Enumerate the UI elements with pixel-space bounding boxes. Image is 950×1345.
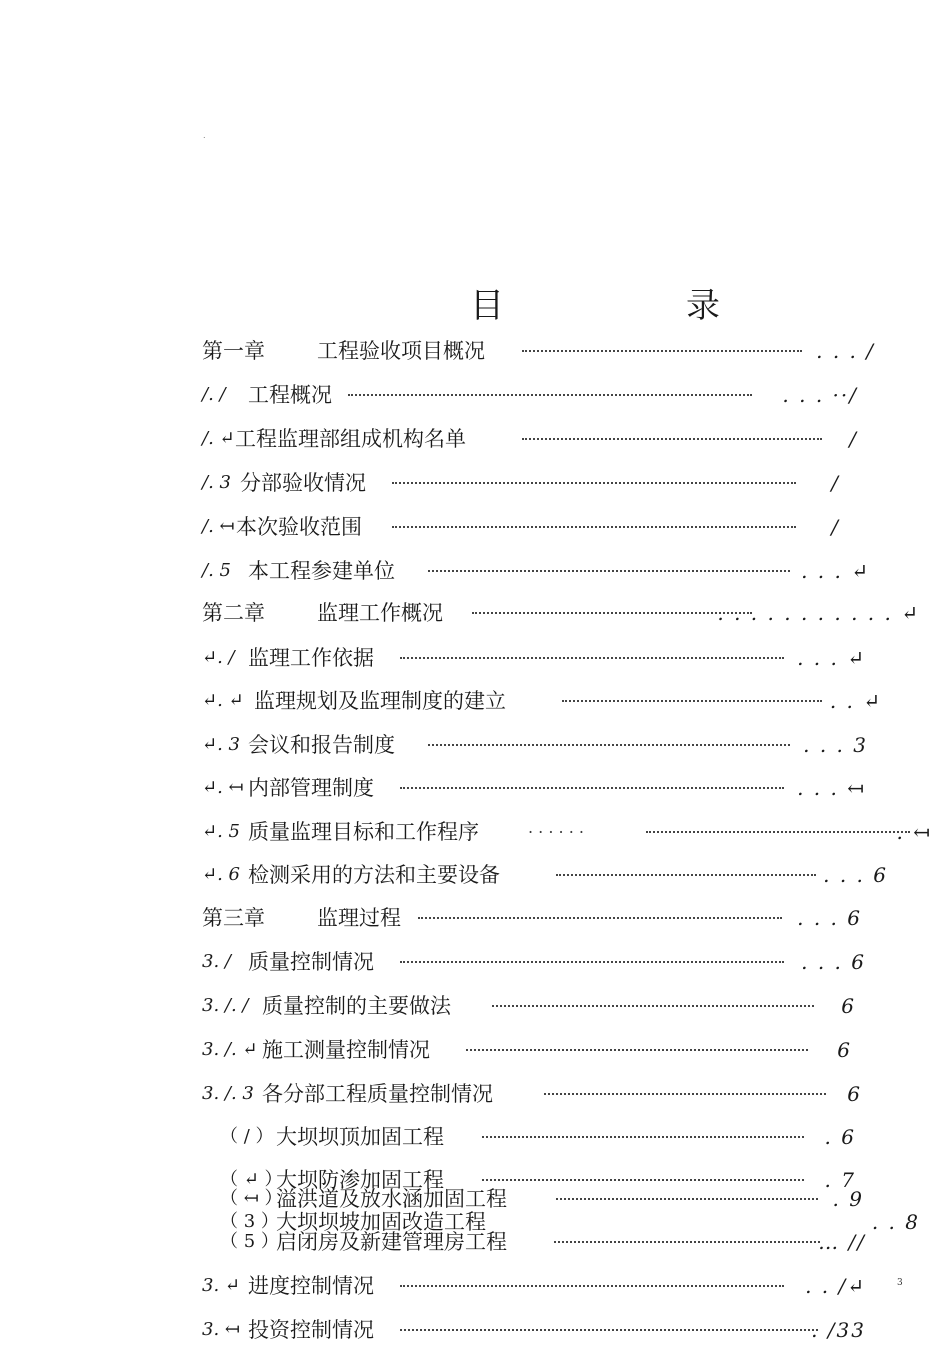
toc-leader-dots	[428, 567, 790, 572]
toc-entry-number: /. 3	[202, 472, 231, 493]
toc-entry-number: 第二章	[202, 601, 265, 625]
toc-leader-dots	[392, 479, 796, 484]
toc-leader-dots	[556, 1195, 818, 1200]
toc-leader-dots	[348, 391, 752, 396]
toc-entry-title: 进度控制情况	[248, 1274, 374, 1298]
toc-entry-title: 溢洪道及放水涵加固工程	[276, 1187, 507, 1211]
toc-entry	[202, 556, 942, 586]
toc-entry-page: … //	[818, 1230, 866, 1254]
toc-leader-dots	[646, 828, 910, 833]
toc-entry-title: 质量控制的主要做法	[262, 994, 451, 1018]
toc-entry-number: （ 3 ）	[220, 1211, 279, 1232]
toc-entry	[202, 1227, 942, 1257]
toc-entry-page: . . . /	[816, 339, 875, 363]
toc-entry	[202, 512, 942, 542]
toc-entry-title: 分部验收情况	[240, 471, 366, 495]
toc-leader-dots	[400, 654, 784, 659]
toc-leader-dots	[492, 1002, 814, 1007]
toc-entry	[202, 598, 942, 628]
toc-entry-title: 启闭房及新建管理房工程	[276, 1230, 507, 1254]
toc-entry-title: 监理工作概况	[317, 601, 443, 625]
toc-entry-number: 第三章	[202, 906, 265, 930]
toc-title	[470, 278, 720, 327]
toc-entry	[202, 1079, 942, 1109]
toc-entry	[202, 424, 942, 454]
toc-entry-page: /	[831, 471, 840, 495]
toc-leader-dots	[472, 609, 752, 614]
toc-entry-title: 监理过程	[317, 906, 401, 930]
toc-entry-page: . . . 6	[801, 950, 866, 974]
toc-leader-dots	[544, 1090, 826, 1095]
toc-entry-number: ↵. 3	[202, 734, 240, 755]
toc-entry-page: . 9	[832, 1187, 864, 1211]
toc-entry	[202, 730, 942, 760]
toc-leader-dots	[522, 435, 822, 440]
toc-entry-title: 内部管理制度	[248, 776, 374, 800]
toc-entry-number: /. ↤	[202, 516, 235, 537]
toc-entry	[202, 643, 942, 673]
toc-entry-title: 检测采用的方法和主要设备	[248, 863, 500, 887]
toc-entry	[202, 1315, 942, 1345]
scan-dot: .	[203, 131, 206, 140]
toc-title-right: 录	[686, 286, 720, 326]
toc-entry	[202, 947, 942, 977]
corner-page-number: 3	[897, 1278, 903, 1288]
toc-entry-number: （ ↵ ）	[220, 1169, 283, 1190]
toc-entry	[202, 991, 942, 1021]
toc-entry-page: . ↤	[896, 820, 932, 844]
toc-entry-number: 3. /	[202, 951, 231, 972]
toc-entry-page: /	[849, 427, 858, 451]
toc-leader-dots	[400, 958, 784, 963]
toc-interrupted-leader: . . . . . .	[528, 818, 584, 837]
toc-entry-page: 6	[837, 1038, 852, 1062]
toc-entry-number: （ / ）	[220, 1126, 274, 1147]
toc-entry-page: . 7	[824, 1168, 856, 1192]
toc-entry-number: ↵. 5	[202, 821, 240, 842]
toc-entry-number: 3. ↵	[202, 1275, 240, 1296]
toc-leader-dots	[522, 347, 802, 352]
toc-entry-title: 监理规划及监理制度的建立	[254, 689, 506, 713]
toc-leader-dots	[392, 523, 796, 528]
toc-entry	[202, 860, 942, 890]
toc-entry-page: . . . 3	[803, 733, 868, 757]
toc-leader-dots	[556, 871, 816, 876]
toc-entry-page: . . . ↵	[801, 559, 870, 583]
toc-leader-dots	[428, 741, 790, 746]
toc-leader-dots	[482, 1176, 804, 1181]
toc-entry-number: （ 5 ）	[220, 1231, 279, 1252]
toc-leader-dots	[400, 1326, 818, 1331]
toc-entry	[202, 1122, 942, 1152]
toc-leader-dots	[466, 1046, 808, 1051]
toc-entry-title: 本次验收范围	[236, 515, 362, 539]
toc-entry-title: 本工程参建单位	[248, 559, 395, 583]
toc-entry-number: /. ↵	[202, 428, 235, 449]
toc-entry-title: 各分部工程质量控制情况	[262, 1082, 493, 1106]
toc-entry-title: 大坝坝顶加固工程	[276, 1125, 444, 1149]
toc-entry-page: 6	[847, 1082, 862, 1106]
toc-leader-dots	[400, 784, 784, 789]
toc-entry-number: /. 5	[202, 560, 231, 581]
toc-entry-title: 大坝防渗加固工程	[276, 1168, 444, 1192]
toc-leader-dots	[562, 697, 822, 702]
toc-leader-dots	[554, 1238, 820, 1243]
toc-entry-page: 6	[841, 994, 856, 1018]
toc-entry-number: 3. /. ↵	[202, 1039, 258, 1060]
toc-entry	[202, 903, 942, 933]
toc-leader-dots	[482, 1133, 804, 1138]
toc-entry-title: 质量控制情况	[248, 950, 374, 974]
toc-entry-page: . . . ↤	[797, 776, 866, 800]
toc-entry-number: ↵. ↵	[202, 690, 244, 711]
toc-entry-number: ↵. 6	[202, 864, 240, 885]
toc-entry-page: . 6	[824, 1125, 856, 1149]
toc-entry-page: . . . ↵	[797, 646, 866, 670]
toc-entry-title: 会议和报告制度	[248, 733, 395, 757]
toc-entry-page: . . . ··/	[782, 383, 858, 407]
toc-entry-title: 投资控制情况	[248, 1318, 374, 1342]
toc-entry-number: 第一章	[202, 339, 265, 363]
toc-entry-number: ↵. ↤	[202, 777, 244, 798]
toc-entry	[202, 1035, 942, 1065]
toc-entry	[202, 773, 942, 803]
toc-entry-title: 质量监理目标和工作程序	[248, 820, 479, 844]
toc-entry-number: 3. /. 3	[202, 1083, 254, 1104]
toc-entry-page: . . ↵	[829, 689, 882, 713]
toc-entry-page: . . . . . . . . . . . ↵	[717, 601, 920, 625]
toc-leader-dots	[418, 914, 782, 919]
toc-entry-title: 监理工作依据	[248, 646, 374, 670]
toc-entry-title: 工程概况	[248, 383, 332, 407]
toc-entry	[202, 1271, 942, 1301]
toc-entry-title: 工程验收项目概况	[317, 339, 485, 363]
toc-entry-page: /	[831, 515, 840, 539]
toc-entry-title: 大坝坝坡加固改造工程	[276, 1210, 486, 1234]
toc-entry-page: . . 8	[871, 1210, 920, 1234]
toc-entry	[202, 686, 942, 716]
toc-entry-page: . . /↵	[805, 1274, 866, 1298]
toc-entry	[202, 380, 942, 410]
toc-entry-number: /. /	[202, 384, 226, 405]
toc-entry-title: 施工测量控制情况	[262, 1038, 430, 1062]
toc-title-left: 目	[470, 286, 504, 326]
toc-entry-page: . /33	[811, 1318, 866, 1342]
toc-entry-number: 3. /. /	[202, 995, 249, 1016]
toc-leader-dots	[400, 1282, 784, 1287]
toc-entry-title: 工程监理部组成机构名单	[235, 427, 466, 451]
toc-entry	[202, 336, 942, 366]
toc-entry-page: . . . 6	[823, 863, 888, 887]
toc-entry-number: ↵. /	[202, 647, 235, 668]
toc-entry-number: 3. ↤	[202, 1319, 240, 1340]
toc-entry-page: . . . 6	[797, 906, 862, 930]
toc-entry	[202, 468, 942, 498]
toc-entry-number: （ ↤ ）	[220, 1188, 283, 1209]
